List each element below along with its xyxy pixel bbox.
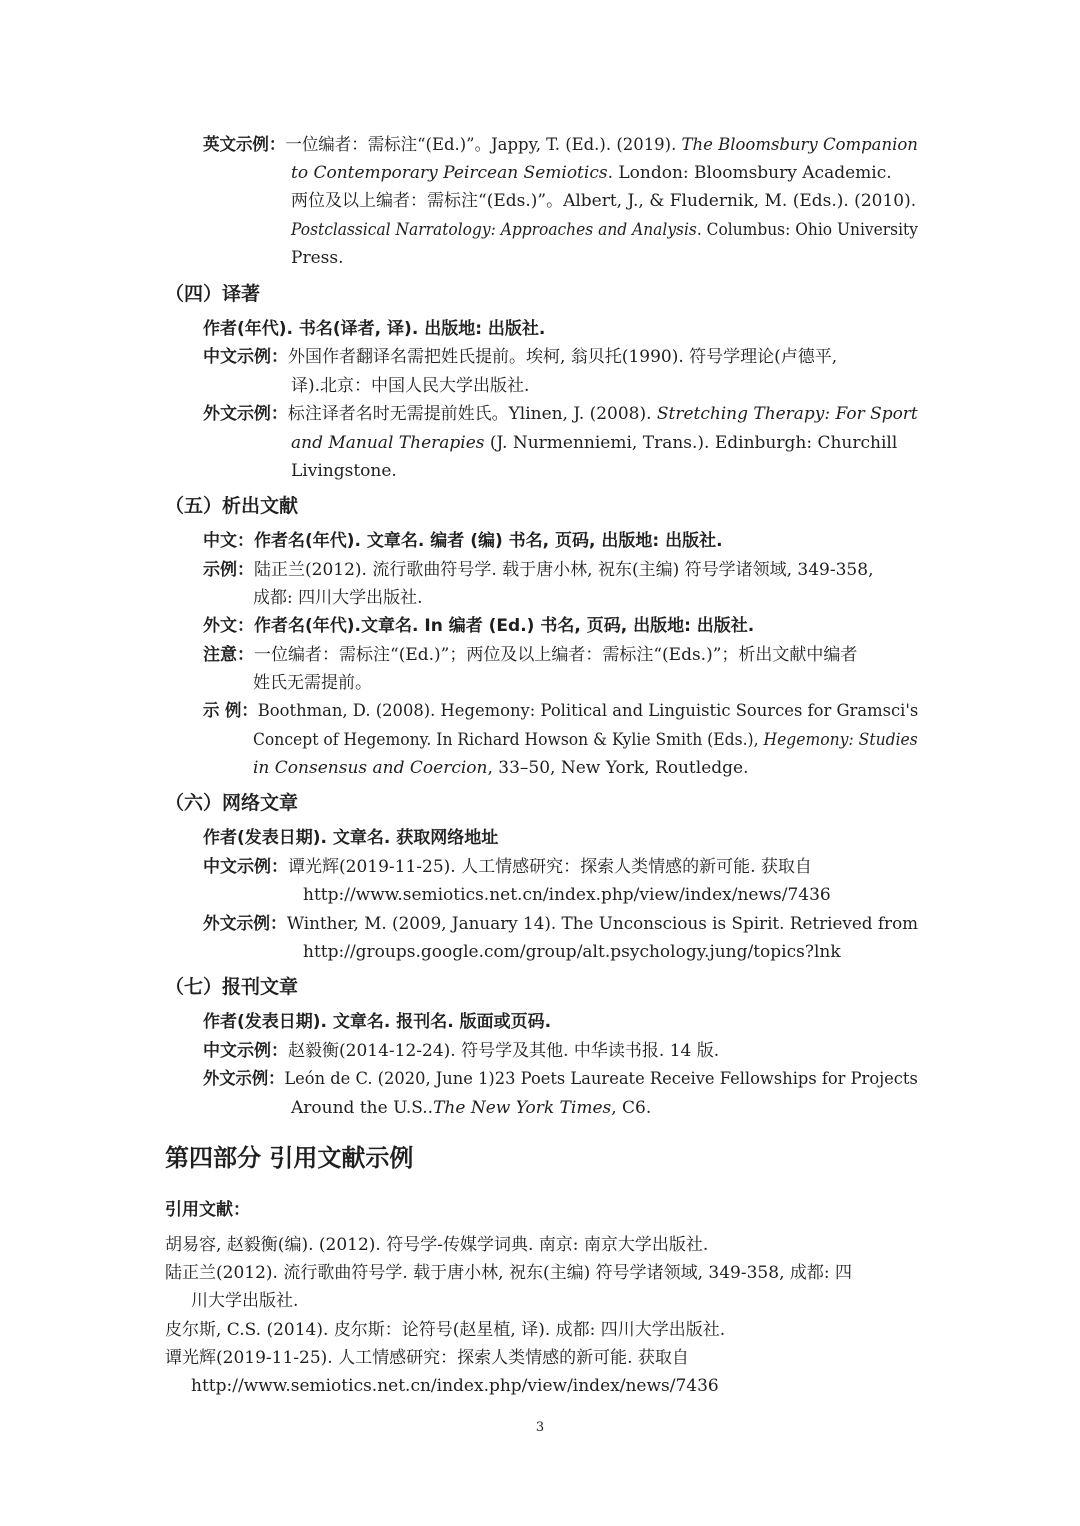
en-format-rule: 外文：作者名(年代).文章名. In 编者 (Ed.) 书名, 页码, 出版地: 出版社. [203,616,755,636]
en-example-line2: Concept of Hegemony. In Richard Howson & Kylie Smith (Eds.), Hegemony: Studies [253,730,918,750]
cn-example-line1: 中文示例：赵毅衡(2014-12-24). 符号学及其他. 中华读书报. 14 版. [203,1041,720,1061]
cn-example-line1: 示例：陆正兰(2012). 流行歌曲符号学. 载于唐小林, 祝东(主编) 符号学诸领域, 349-358, [203,560,874,580]
en-example-line1: 示 例：Boothman, D. (2008). Hegemony: Political and Linguistic Sources for Gramsci's [203,701,919,721]
en-example-line3: in Consensus and Coercion, 33–50, New York, Routledge. [253,758,749,778]
section-heading-chapters: （五）析出文献 [165,495,299,517]
en-example-line3: Livingstone. [291,461,397,481]
section-heading-translations: （四）译著 [165,283,261,305]
note-line2: 姓氏无需提前。 [253,673,372,693]
cn-example-line2: 成都: 四川大学出版社. [253,588,423,608]
en-example-line1: 外文示例：León de C. (2020, June 1)23 Poets Laureate Receive Fellowships for Projects [203,1069,918,1089]
two-editor-line3: Press. [291,248,344,268]
en-example-line2: Around the U.S..The New York Times, C6. [291,1098,652,1118]
section-heading-web: （六）网络文章 [165,792,299,814]
en-example-line2: and Manual Therapies (J. Nurmenniemi, Trans.). Edinburgh: Churchill [291,433,898,453]
one-editor-line1: 英文示例：一位编者：需标注“(Ed.)”。Jappy, T. (Ed.). (2019). The Bloomsbury Companion [203,135,918,155]
format-rule: 作者(发表日期). 文章名. 获取网络地址 [203,828,499,848]
reference-3: 皮尔斯, C.S. (2014). 皮尔斯：论符号(赵星植, 译). 成都: 四川大学出版社. [165,1320,726,1340]
reference-4-line1: 谭光辉(2019-11-25). 人工情感研究：探索人类情感的新可能. 获取自 [165,1348,689,1368]
cn-example-url: http://www.semiotics.net.cn/index.php/view/index/news/7436 [303,885,831,905]
page-number: 3 [535,1420,545,1435]
format-rule: 作者(年代). 书名(译者, 译). 出版地: 出版社. [203,319,546,339]
part-title: 第四部分 引用文献示例 [165,1144,414,1172]
reference-1: 胡易容, 赵毅衡(编). (2012). 符号学-传媒学词典. 南京: 南京大学出版社. [165,1235,709,1255]
en-example-url: http://groups.google.com/group/alt.psychology.jung/topics?lnk [303,942,841,962]
en-example-line1: 外文示例：标注译者名时无需提前姓氏。Ylinen, J. (2008). Stretching Therapy: For Sport [203,404,918,424]
two-editor-line2: Postclassical Narratology: Approaches and Analysis. Columbus: Ohio University [291,220,918,240]
one-editor-line2: to Contemporary Peircean Semiotics. London: Bloomsbury Academic. [291,163,892,183]
example-label: 英文示例： [203,135,286,155]
reference-4-url: http://www.semiotics.net.cn/index.php/view/index/news/7436 [191,1376,719,1396]
section-heading-newspaper: （七）报刊文章 [165,976,299,998]
cn-format-rule: 中文：作者名(年代). 文章名. 编者 (编) 书名, 页码, 出版地: 出版社. [203,531,723,551]
two-editor-line1: 两位及以上编者：需标注“(Eds.)”。Albert, J., & Fludernik, M. (Eds.). (2010). [291,191,917,211]
note-line1: 注意：一位编者：需标注“(Ed.)”；两位及以上编者：需标注“(Eds.)”；析出文献中编者 [203,645,858,665]
cn-example-line1: 中文示例：谭光辉(2019-11-25). 人工情感研究：探索人类情感的新可能. 获取自 [203,857,812,877]
references-label: 引用文献： [165,1200,250,1220]
cn-example-line2: 译).北京：中国人民大学出版社. [291,376,530,396]
cn-example-line1: 中文示例：外国作者翻译名需把姓氏提前。埃柯, 翁贝托(1990). 符号学理论(卢德平, [203,347,838,367]
reference-2-line2: 川大学出版社. [191,1291,299,1311]
reference-2-line1: 陆正兰(2012). 流行歌曲符号学. 载于唐小林, 祝东(主编) 符号学诸领域, 349-358, 成都: 四 [165,1263,853,1283]
en-example-line1: 外文示例：Winther, M. (2009, January 14). The Unconscious is Spirit. Retrieved from [203,914,919,934]
format-rule: 作者(发表日期). 文章名. 报刊名. 版面或页码. [203,1012,552,1032]
